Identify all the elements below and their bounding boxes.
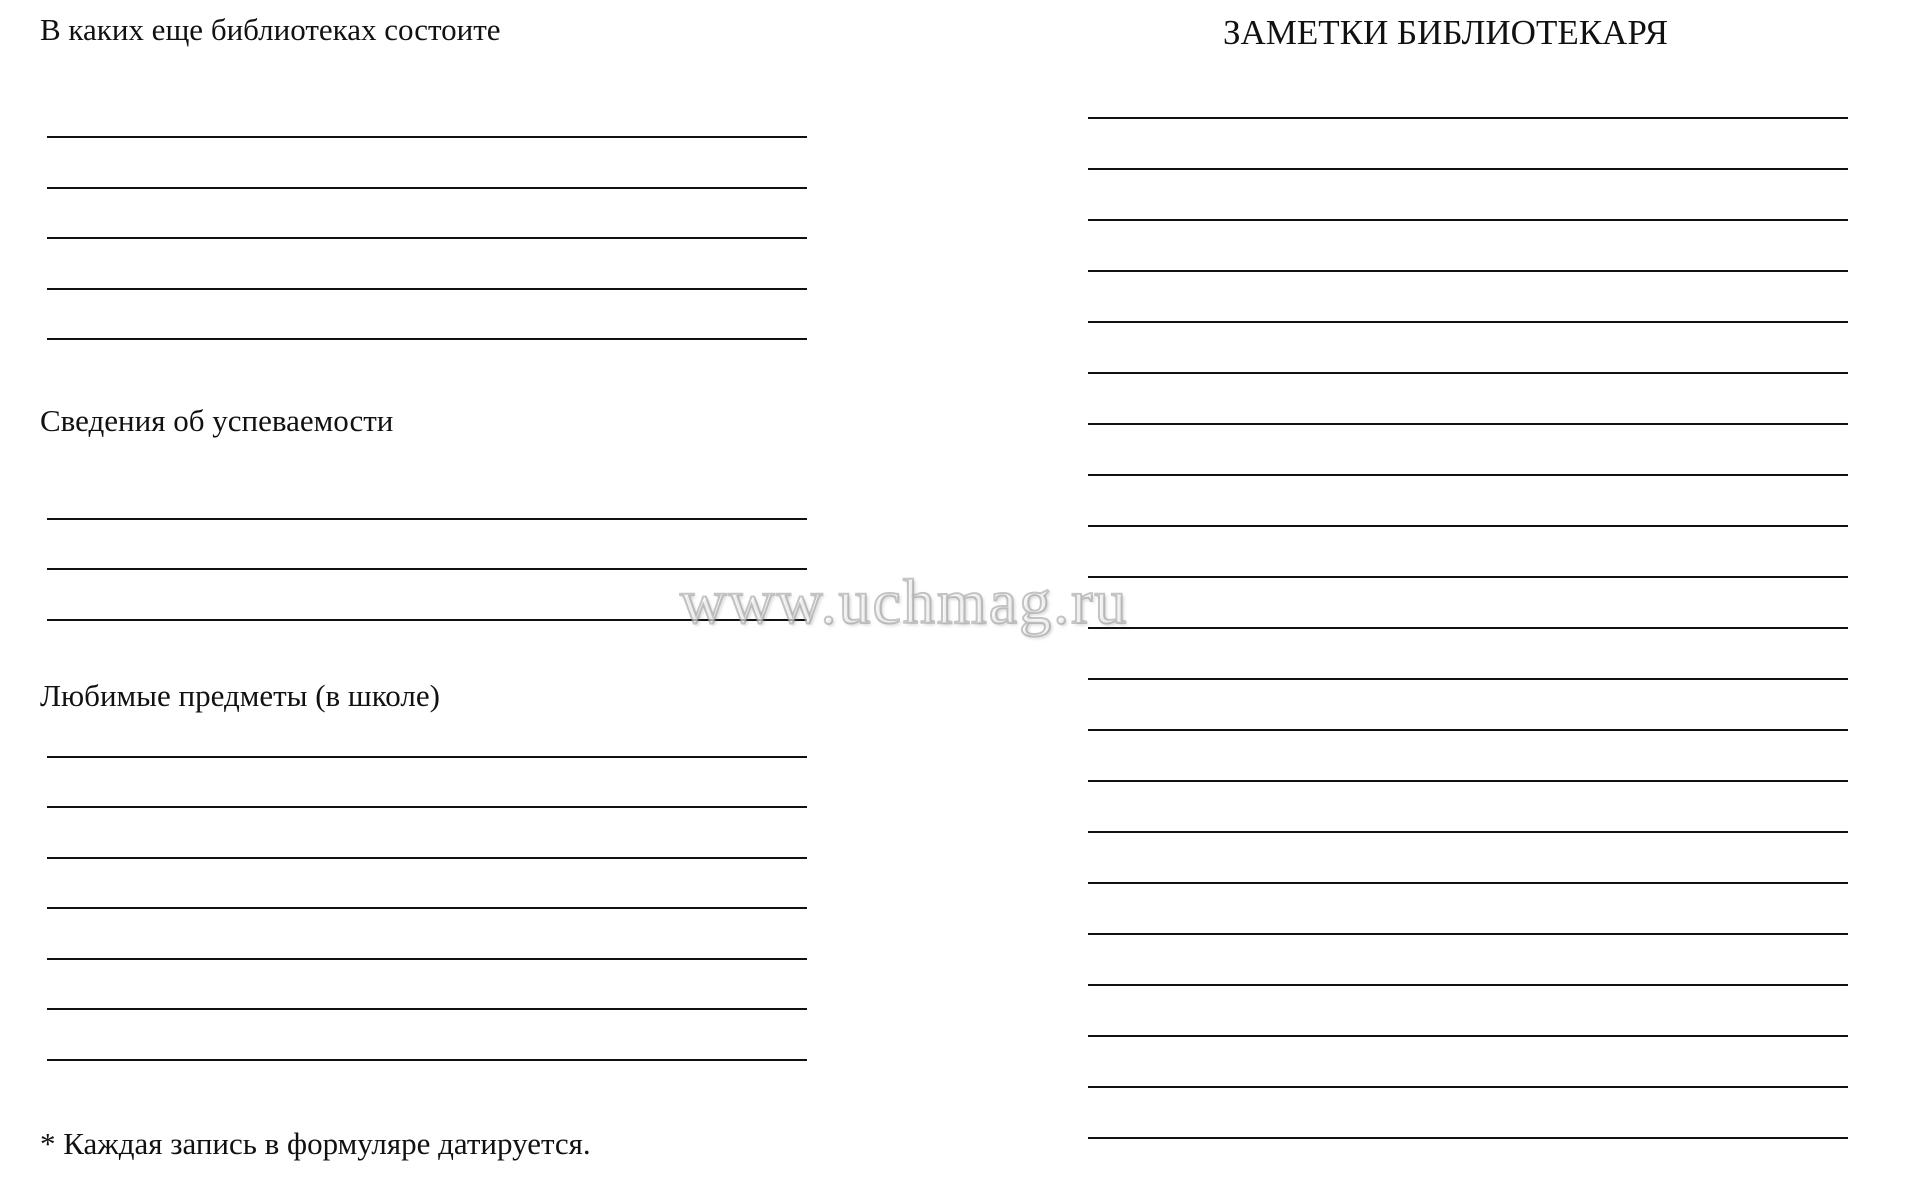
section-label-other-libraries: В каких еще библиотеках состоите [40, 12, 501, 47]
notes-line[interactable] [1088, 678, 1848, 680]
footnote: * Каждая запись в формуляре датируется. [40, 1126, 591, 1161]
watermark: www.uchmag.ru [680, 566, 1129, 637]
writing-line[interactable] [47, 338, 807, 340]
notes-line[interactable] [1088, 933, 1848, 935]
notes-line[interactable] [1088, 729, 1848, 731]
notes-line[interactable] [1088, 1137, 1848, 1139]
writing-line[interactable] [47, 237, 807, 239]
notes-line[interactable] [1088, 1086, 1848, 1088]
notes-line[interactable] [1088, 270, 1848, 272]
section-label-academic-performance: Сведения об успеваемости [40, 403, 394, 438]
writing-line[interactable] [47, 518, 807, 520]
notes-line[interactable] [1088, 117, 1848, 119]
notes-line[interactable] [1088, 423, 1848, 425]
writing-line[interactable] [47, 619, 807, 621]
writing-line[interactable] [47, 1008, 807, 1010]
notes-line[interactable] [1088, 1035, 1848, 1037]
writing-line[interactable] [47, 288, 807, 290]
page-title: ЗАМЕТКИ БИБЛИОТЕКАРЯ [1223, 13, 1668, 52]
notes-line[interactable] [1088, 882, 1848, 884]
writing-line[interactable] [47, 907, 807, 909]
notes-line[interactable] [1088, 780, 1848, 782]
notes-line[interactable] [1088, 372, 1848, 374]
section-label-favorite-subjects: Любимые предметы (в школе) [40, 678, 440, 713]
notes-line[interactable] [1088, 474, 1848, 476]
writing-line[interactable] [47, 568, 807, 570]
notes-line[interactable] [1088, 627, 1848, 629]
notes-line[interactable] [1088, 831, 1848, 833]
writing-line[interactable] [47, 857, 807, 859]
notes-line[interactable] [1088, 168, 1848, 170]
writing-line[interactable] [47, 806, 807, 808]
writing-line[interactable] [47, 756, 807, 758]
writing-line[interactable] [47, 1059, 807, 1061]
notes-line[interactable] [1088, 321, 1848, 323]
notes-line[interactable] [1088, 219, 1848, 221]
writing-line[interactable] [47, 187, 807, 189]
notes-line[interactable] [1088, 984, 1848, 986]
notes-line[interactable] [1088, 525, 1848, 527]
writing-line[interactable] [47, 136, 807, 138]
writing-line[interactable] [47, 958, 807, 960]
notes-line[interactable] [1088, 576, 1848, 578]
